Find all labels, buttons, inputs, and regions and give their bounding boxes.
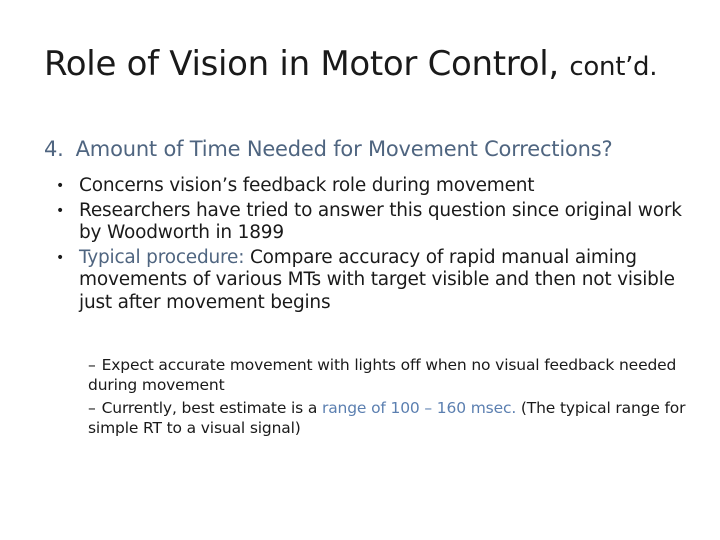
title-suffix: cont’d.: [569, 52, 658, 82]
dash-icon: –: [88, 356, 96, 374]
bullet-item: [44, 200, 704, 245]
sub-bullet-item: [88, 399, 703, 438]
sub-bullet-text: Expect accurate movement with lights off when no visual feedback needed during movement: [88, 356, 677, 394]
slide-title: [44, 44, 657, 84]
bullet-icon: •: [56, 178, 65, 194]
title-main: Role of Vision in Motor Control,: [44, 44, 559, 84]
sub-bullet-accent: range of 100 – 160 msec.: [321, 399, 517, 417]
heading-number: 4.: [44, 137, 64, 161]
bullet-icon: •: [56, 202, 65, 219]
bullet-text: Concerns vision’s feedback role during movement: [79, 175, 535, 196]
section-heading: [44, 137, 612, 161]
bullet-text: Compare accuracy of rapid manual aiming movements of various MTs with target visible and then not visible just after movement begins: [79, 246, 675, 313]
bullet-label: Typical procedure:: [79, 246, 245, 268]
bullet-text: Researchers have tried to answer this question since original work by Woodworth in 1899: [79, 199, 682, 243]
heading-text: Amount of Time Needed for Movement Corrections?: [75, 137, 613, 161]
bullet-list: [44, 175, 704, 316]
sub-bullet-text-pre: Currently, best estimate is a: [101, 399, 322, 417]
sub-bullet-list: [88, 356, 703, 442]
dash-icon: –: [88, 399, 96, 417]
bullet-item: [44, 247, 704, 315]
sub-bullet-item: [88, 356, 703, 395]
sub-bullet-text-post: (The typical range for simple RT to a visual signal): [88, 399, 686, 437]
bullet-icon: •: [56, 249, 65, 266]
bullet-item: [44, 175, 704, 198]
